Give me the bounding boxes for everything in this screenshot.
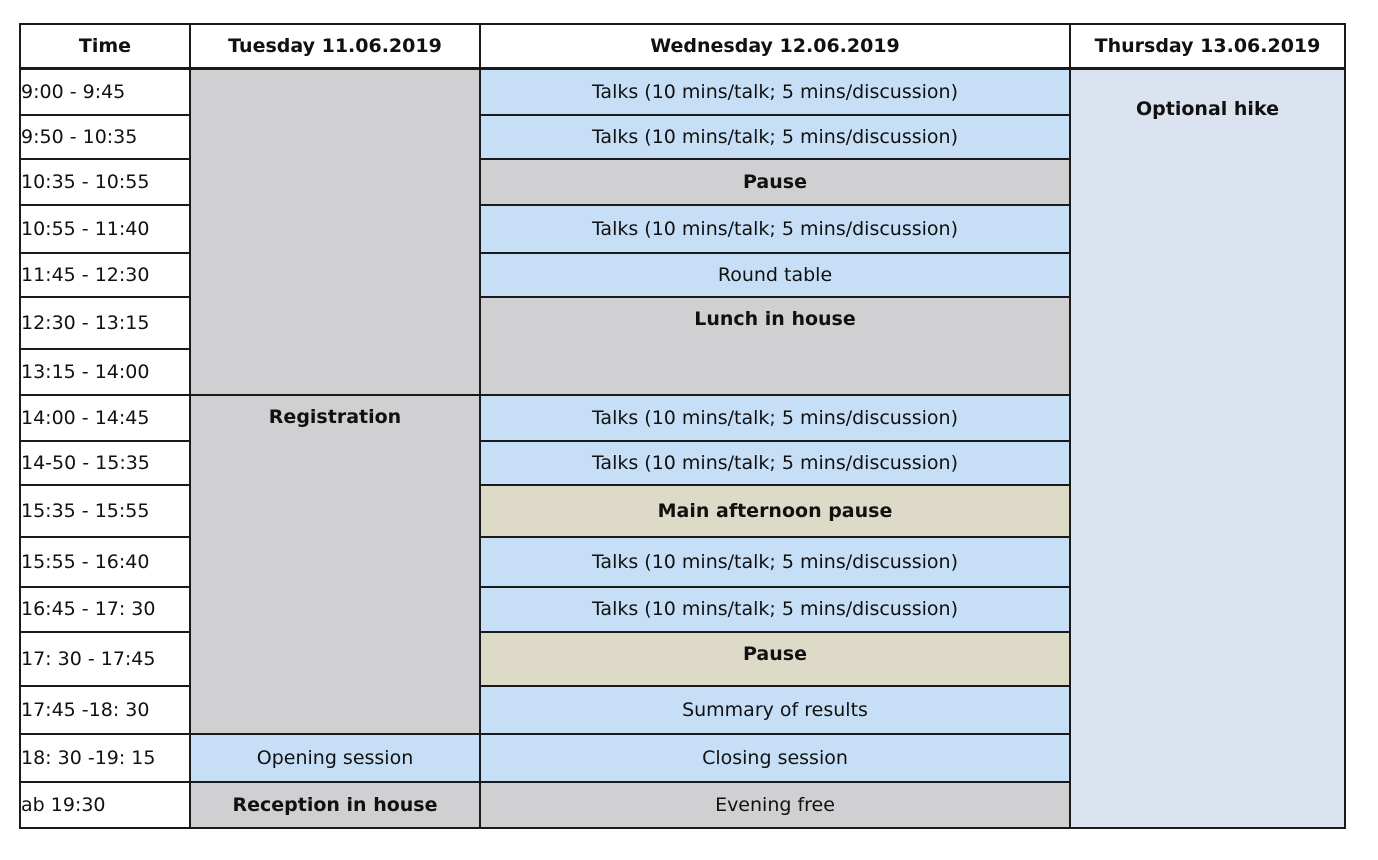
wednesday-evening-free: Evening free xyxy=(480,782,1070,828)
tuesday-registration: Registration xyxy=(190,395,480,734)
schedule-table xyxy=(19,23,1346,829)
wednesday-talks: Talks (10 mins/talk; 5 mins/discussion) xyxy=(480,69,1070,115)
tuesday-empty-morning xyxy=(190,69,480,395)
time-cell: 17:45 -18: 30 xyxy=(20,686,190,734)
tuesday-opening-session: Opening session xyxy=(190,734,480,782)
header-wednesday: Wednesday 12.06.2019 xyxy=(480,24,1070,69)
time-cell: 10:35 - 10:55 xyxy=(20,159,190,205)
time-cell: 9:00 - 9:45 xyxy=(20,69,190,115)
header-tuesday: Tuesday 11.06.2019 xyxy=(190,24,480,69)
wednesday-talks: Talks (10 mins/talk; 5 mins/discussion) xyxy=(480,115,1070,159)
header-row xyxy=(20,24,1345,69)
header-time: Time xyxy=(20,24,190,69)
header-thursday: Thursday 13.06.2019 xyxy=(1070,24,1345,69)
wednesday-summary: Summary of results xyxy=(480,686,1070,734)
time-cell: ab 19:30 xyxy=(20,782,190,828)
tuesday-reception: Reception in house xyxy=(190,782,480,828)
time-cell: 12:30 - 13:15 xyxy=(20,297,190,349)
wednesday-pause: Pause xyxy=(480,159,1070,205)
table-row xyxy=(20,69,1345,115)
wednesday-talks: Talks (10 mins/talk; 5 mins/discussion) xyxy=(480,537,1070,587)
wednesday-lunch: Lunch in house xyxy=(480,297,1070,395)
time-cell: 14:00 - 14:45 xyxy=(20,395,190,441)
time-cell: 11:45 - 12:30 xyxy=(20,253,190,297)
time-cell: 13:15 - 14:00 xyxy=(20,349,190,395)
thursday-optional-hike: Optional hike xyxy=(1070,69,1345,828)
wednesday-main-afternoon-pause: Main afternoon pause xyxy=(480,485,1070,537)
time-cell: 9:50 - 10:35 xyxy=(20,115,190,159)
time-cell: 17: 30 - 17:45 xyxy=(20,632,190,686)
time-cell: 15:55 - 16:40 xyxy=(20,537,190,587)
wednesday-closing-session: Closing session xyxy=(480,734,1070,782)
time-cell: 10:55 - 11:40 xyxy=(20,205,190,253)
time-cell: 18: 30 -19: 15 xyxy=(20,734,190,782)
time-cell: 15:35 - 15:55 xyxy=(20,485,190,537)
time-cell: 16:45 - 17: 30 xyxy=(20,587,190,632)
wednesday-talks: Talks (10 mins/talk; 5 mins/discussion) xyxy=(480,395,1070,441)
wednesday-pause: Pause xyxy=(480,632,1070,686)
wednesday-round-table: Round table xyxy=(480,253,1070,297)
wednesday-talks: Talks (10 mins/talk; 5 mins/discussion) xyxy=(480,441,1070,485)
wednesday-talks: Talks (10 mins/talk; 5 mins/discussion) xyxy=(480,205,1070,253)
wednesday-talks: Talks (10 mins/talk; 5 mins/discussion) xyxy=(480,587,1070,632)
time-cell: 14-50 - 15:35 xyxy=(20,441,190,485)
